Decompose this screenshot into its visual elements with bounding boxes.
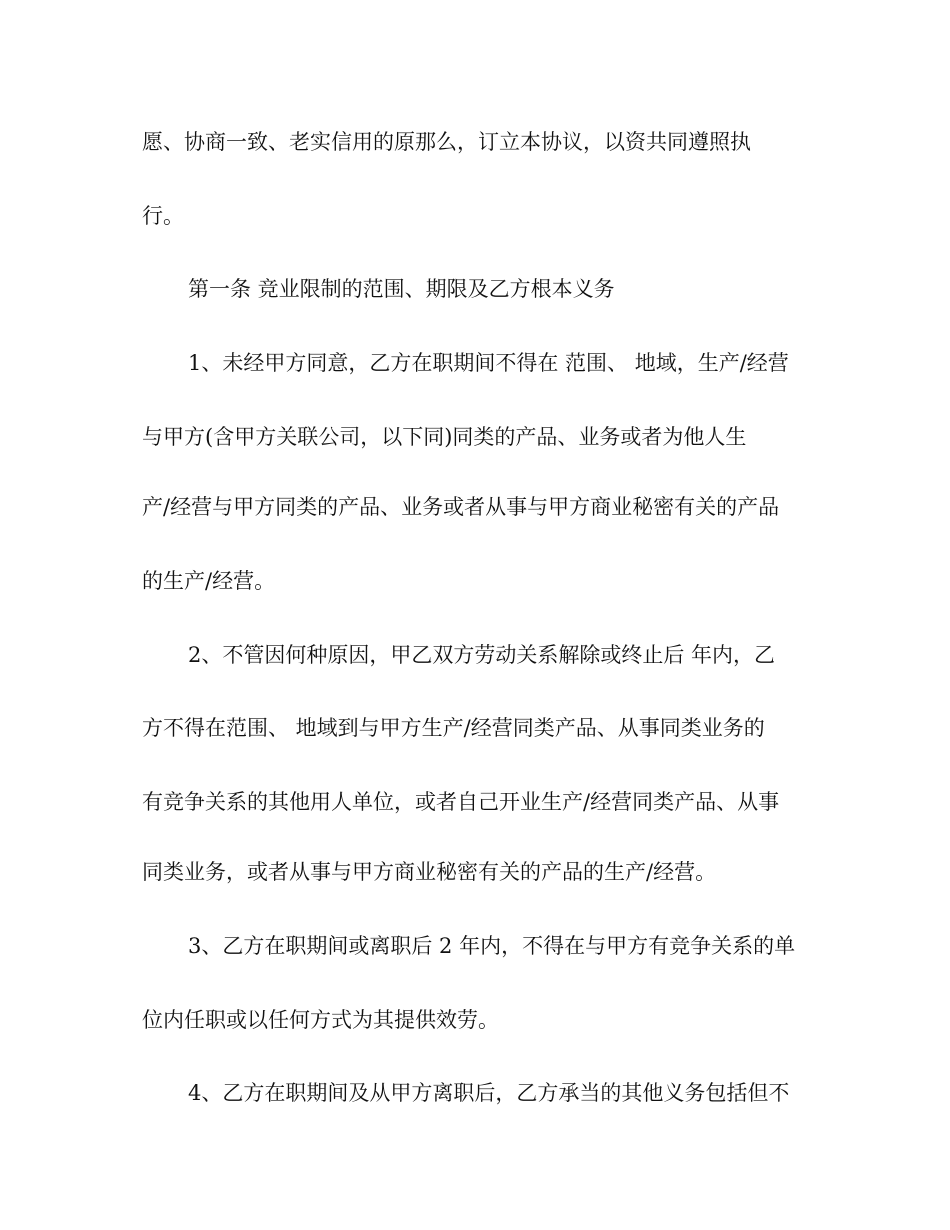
text-line: 与甲方(含甲方关联公司，以下同)同类的产品、业务或者为他人生 [142, 425, 747, 449]
text-line: 4、乙方在职期间及从甲方离职后，乙方承当的其他义务包括但不 [188, 1081, 790, 1105]
text-line: 产/经营与甲方同类的产品、业务或者从事与甲方商业秘密有关的产品 [142, 495, 780, 519]
text-line: 的生产/经营。 [142, 569, 276, 593]
text-line: 有竞争关系的其他用人单位，或者自己开业生产/经营同类产品、从事 [142, 790, 780, 814]
text-line: 位内任职或以任何方式为其提供效劳。 [142, 1008, 499, 1032]
text-line: 愿、协商一致、老实信用的原那么，订立本协议，以资共同遵照执 [142, 130, 751, 154]
text-line: 2、不管因何种原因，甲乙双方劳动关系解除或终止后 年内，乙 [188, 643, 776, 667]
text-line: 3、乙方在职期间或离职后 2 年内，不得在与甲方有竞争关系的单 [188, 934, 796, 958]
section-heading: 第一条 竞业限制的范围、期限及乙方根本义务 [188, 277, 615, 301]
text-line: 方不得在范围、 地域到与甲方生产/经营同类产品、从事同类业务的 [142, 716, 765, 740]
text-line: 1、未经甲方同意，乙方在职期间不得在 范围、 地域，生产/经营 [188, 351, 789, 375]
text-line: 同类业务，或者从事与甲方商业秘密有关的产品的生产/经营。 [142, 860, 717, 884]
text-line: 行。 [142, 204, 184, 228]
